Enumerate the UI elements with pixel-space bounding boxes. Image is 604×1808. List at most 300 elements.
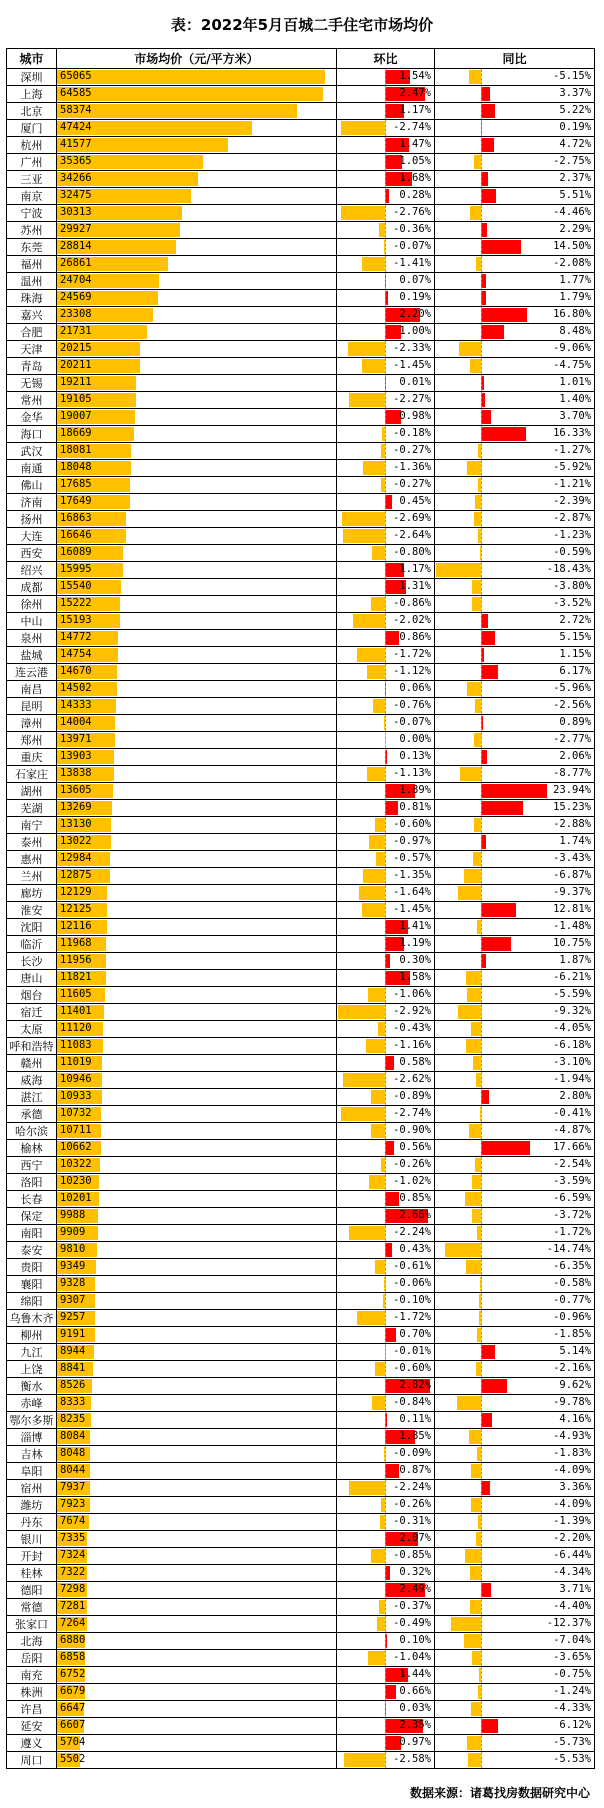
- mom-cell: [337, 1344, 435, 1361]
- mom-cell: [337, 647, 435, 664]
- mom-value: 0.13%: [399, 750, 431, 762]
- price-cell: [57, 953, 337, 970]
- yoy-bar: [445, 1243, 481, 1257]
- price-value: 20211: [60, 359, 92, 371]
- price-value: 26861: [60, 257, 92, 269]
- city-cell: 南昌: [7, 681, 57, 698]
- city-cell: 长春: [7, 1191, 57, 1208]
- city-cell: 许昌: [7, 1701, 57, 1718]
- mom-cell: [337, 154, 435, 171]
- mom-axis: [385, 426, 386, 442]
- table-row: [7, 290, 595, 307]
- mom-axis: [385, 715, 386, 731]
- yoy-cell: [435, 987, 595, 1004]
- mom-value: -0.10%: [393, 1294, 431, 1306]
- table-row: [7, 1412, 595, 1429]
- mom-axis: [385, 1701, 386, 1717]
- yoy-value: -4.05%: [553, 1022, 592, 1034]
- mom-cell: [337, 290, 435, 307]
- mom-value: 1.44%: [399, 1668, 431, 1680]
- yoy-axis: [481, 647, 482, 663]
- price-cell: [57, 426, 337, 443]
- city-cell: 温州: [7, 273, 57, 290]
- mom-axis: [385, 1089, 386, 1105]
- yoy-axis: [481, 1327, 482, 1343]
- mom-cell: [337, 919, 435, 936]
- mom-cell: [337, 460, 435, 477]
- table-row: [7, 987, 595, 1004]
- city-cell: 嘉兴: [7, 307, 57, 324]
- price-value: 13971: [60, 733, 92, 745]
- price-cell: [57, 1123, 337, 1140]
- yoy-cell: [435, 1616, 595, 1633]
- mom-cell: [337, 477, 435, 494]
- yoy-bar: [481, 1345, 495, 1359]
- table-row: [7, 1582, 595, 1599]
- mom-bar: [385, 1056, 394, 1070]
- price-cell: [57, 171, 337, 188]
- mom-axis: [385, 1276, 386, 1292]
- mom-cell: [337, 171, 435, 188]
- table-row: [7, 1565, 595, 1582]
- mom-axis: [385, 1735, 386, 1751]
- yoy-bar: [472, 1651, 481, 1665]
- mom-bar: [371, 597, 385, 611]
- mom-value: -1.02%: [393, 1175, 431, 1187]
- table-row: [7, 460, 595, 477]
- yoy-bar: [472, 1175, 481, 1189]
- price-cell: [57, 613, 337, 630]
- price-cell: [57, 239, 337, 256]
- yoy-value: 5.15%: [559, 631, 592, 643]
- mom-axis: [385, 1225, 386, 1241]
- mom-value: -0.18%: [393, 427, 431, 439]
- mom-cell: [337, 681, 435, 698]
- table-row: [7, 1429, 595, 1446]
- yoy-axis: [481, 1361, 482, 1377]
- mom-value: -1.13%: [393, 767, 431, 779]
- price-bar: [57, 104, 297, 118]
- price-value: 41577: [60, 138, 92, 150]
- yoy-cell: [435, 1021, 595, 1038]
- city-cell: 苏州: [7, 222, 57, 239]
- yoy-cell: [435, 392, 595, 409]
- table-row: [7, 1208, 595, 1225]
- mom-value: -0.31%: [393, 1515, 431, 1527]
- price-value: 14754: [60, 648, 92, 660]
- yoy-axis: [481, 222, 482, 238]
- price-value: 21731: [60, 325, 92, 337]
- mom-value: -1.16%: [393, 1039, 431, 1051]
- yoy-value: 14.50%: [553, 240, 592, 252]
- mom-value: -0.60%: [393, 818, 431, 830]
- yoy-cell: [435, 1412, 595, 1429]
- yoy-bar: [481, 665, 498, 679]
- yoy-cell: [435, 681, 595, 698]
- mom-bar: [373, 699, 385, 713]
- yoy-cell: [435, 1123, 595, 1140]
- mom-value: -0.57%: [393, 852, 431, 864]
- price-value: 8044: [60, 1464, 86, 1476]
- yoy-axis: [481, 1735, 482, 1751]
- yoy-cell: [435, 715, 595, 732]
- mom-value: 1.17%: [399, 104, 431, 116]
- city-cell: 漳州: [7, 715, 57, 732]
- mom-bar: [385, 1141, 394, 1155]
- city-cell: 青岛: [7, 358, 57, 375]
- yoy-bar: [481, 104, 495, 118]
- price-value: 16089: [60, 546, 92, 558]
- city-cell: 赣州: [7, 1055, 57, 1072]
- yoy-value: 9.62%: [559, 1379, 592, 1391]
- table-row: [7, 1752, 595, 1769]
- mom-axis: [385, 902, 386, 918]
- mom-value: -0.60%: [393, 1362, 431, 1374]
- price-cell: [57, 256, 337, 273]
- mom-axis: [385, 1582, 386, 1598]
- price-cell: [57, 1038, 337, 1055]
- mom-value: 2.49%: [399, 1583, 431, 1595]
- yoy-value: 0.89%: [559, 716, 592, 728]
- mom-cell: [337, 341, 435, 358]
- table-row: [7, 375, 595, 392]
- yoy-bar: [464, 1634, 481, 1648]
- price-cell: [57, 1344, 337, 1361]
- mom-axis: [385, 1667, 386, 1683]
- table-row: [7, 324, 595, 341]
- yoy-axis: [481, 137, 482, 153]
- mom-axis: [385, 579, 386, 595]
- table-row: [7, 154, 595, 171]
- price-cell: [57, 120, 337, 137]
- city-cell: 威海: [7, 1072, 57, 1089]
- yoy-axis: [481, 375, 482, 391]
- yoy-axis: [481, 902, 482, 918]
- yoy-cell: [435, 1718, 595, 1735]
- price-value: 24704: [60, 274, 92, 286]
- mom-bar: [362, 359, 385, 373]
- yoy-bar: [466, 971, 481, 985]
- header-row: [7, 49, 595, 69]
- mom-value: 2.47%: [399, 87, 431, 99]
- mom-value: 0.11%: [399, 1413, 431, 1425]
- mom-cell: [337, 1395, 435, 1412]
- mom-axis: [385, 1514, 386, 1530]
- yoy-value: 2.29%: [559, 223, 592, 235]
- yoy-cell: [435, 273, 595, 290]
- mom-axis: [385, 630, 386, 646]
- yoy-axis: [481, 545, 482, 561]
- yoy-value: -3.59%: [553, 1175, 592, 1187]
- table-row: [7, 528, 595, 545]
- mom-cell: [337, 1633, 435, 1650]
- price-cell: [57, 1208, 337, 1225]
- yoy-cell: [435, 562, 595, 579]
- yoy-cell: [435, 664, 595, 681]
- price-value: 12129: [60, 886, 92, 898]
- mom-cell: [337, 1276, 435, 1293]
- yoy-value: -4.46%: [553, 206, 592, 218]
- mom-cell: [337, 1072, 435, 1089]
- table-row: [7, 562, 595, 579]
- mom-value: -0.89%: [393, 1090, 431, 1102]
- city-cell: 海口: [7, 426, 57, 443]
- city-cell: 南阳: [7, 1225, 57, 1242]
- mom-axis: [385, 817, 386, 833]
- price-value: 11019: [60, 1056, 92, 1068]
- mom-axis: [385, 1004, 386, 1020]
- mom-cell: [337, 1667, 435, 1684]
- mom-axis: [385, 443, 386, 459]
- price-cell: [57, 1327, 337, 1344]
- yoy-axis: [481, 511, 482, 527]
- mom-cell: [337, 1225, 435, 1242]
- mom-value: 2.66%: [399, 1209, 431, 1221]
- yoy-cell: [435, 1480, 595, 1497]
- yoy-axis: [481, 868, 482, 884]
- mom-axis: [385, 239, 386, 255]
- mom-cell: [337, 1582, 435, 1599]
- yoy-bar: [481, 1413, 492, 1427]
- table-row: [7, 1106, 595, 1123]
- table-row: [7, 1446, 595, 1463]
- yoy-value: -18.43%: [546, 563, 592, 575]
- yoy-bar: [481, 189, 496, 203]
- yoy-value: -4.40%: [553, 1600, 592, 1612]
- table-row: [7, 698, 595, 715]
- yoy-axis: [481, 426, 482, 442]
- mom-cell: [337, 409, 435, 426]
- price-value: 9810: [60, 1243, 86, 1255]
- yoy-axis: [481, 749, 482, 765]
- yoy-bar: [481, 325, 504, 339]
- yoy-cell: [435, 953, 595, 970]
- price-cell: [57, 460, 337, 477]
- yoy-axis: [481, 477, 482, 493]
- yoy-bar: [481, 427, 526, 441]
- city-cell: 岳阳: [7, 1650, 57, 1667]
- yoy-value: 3.37%: [559, 87, 592, 99]
- yoy-bar: [470, 359, 482, 373]
- yoy-bar: [470, 1600, 481, 1614]
- mom-axis: [385, 681, 386, 697]
- price-cell: [57, 562, 337, 579]
- price-value: 6647: [60, 1702, 86, 1714]
- price-value: 7298: [60, 1583, 86, 1595]
- mom-bar: [343, 529, 385, 543]
- mom-value: 0.70%: [399, 1328, 431, 1340]
- city-cell: 南充: [7, 1667, 57, 1684]
- mom-bar: [371, 1124, 385, 1138]
- price-cell: [57, 69, 337, 86]
- yoy-axis: [481, 1667, 482, 1683]
- mom-value: -0.49%: [393, 1617, 431, 1629]
- yoy-bar: [481, 1583, 491, 1597]
- mom-bar: [378, 1022, 385, 1036]
- yoy-bar: [481, 937, 511, 951]
- table-row: [7, 613, 595, 630]
- yoy-cell: [435, 154, 595, 171]
- city-cell: 泰州: [7, 834, 57, 851]
- yoy-axis: [481, 1072, 482, 1088]
- table-row: [7, 868, 595, 885]
- mom-value: 2.20%: [399, 308, 431, 320]
- yoy-bar: [481, 903, 516, 917]
- mom-cell: [337, 1514, 435, 1531]
- yoy-value: -1.27%: [553, 444, 592, 456]
- mom-value: 0.00%: [399, 733, 431, 745]
- price-value: 7923: [60, 1498, 86, 1510]
- yoy-axis: [481, 1633, 482, 1649]
- city-cell: 赤峰: [7, 1395, 57, 1412]
- yoy-value: 1.40%: [559, 393, 592, 405]
- price-cell: [57, 1089, 337, 1106]
- price-cell: [57, 1650, 337, 1667]
- yoy-value: 17.66%: [553, 1141, 592, 1153]
- price-value: 15222: [60, 597, 92, 609]
- mom-axis: [385, 222, 386, 238]
- price-value: 9349: [60, 1260, 86, 1272]
- city-cell: 郑州: [7, 732, 57, 749]
- city-cell: 乌鲁木齐: [7, 1310, 57, 1327]
- yoy-bar: [481, 308, 527, 322]
- table-row: [7, 1225, 595, 1242]
- mom-axis: [385, 783, 386, 799]
- city-cell: 杭州: [7, 137, 57, 154]
- price-value: 8048: [60, 1447, 86, 1459]
- mom-cell: [337, 1599, 435, 1616]
- mom-bar: [349, 1481, 385, 1495]
- mom-value: -0.61%: [393, 1260, 431, 1272]
- mom-value: -0.26%: [393, 1498, 431, 1510]
- yoy-bar: [481, 240, 521, 254]
- yoy-bar: [468, 1753, 481, 1767]
- price-value: 10662: [60, 1141, 92, 1153]
- mom-axis: [385, 307, 386, 323]
- price-cell: [57, 188, 337, 205]
- mom-axis: [385, 1140, 386, 1156]
- mom-cell: [337, 1140, 435, 1157]
- yoy-cell: [435, 766, 595, 783]
- yoy-cell: [435, 307, 595, 324]
- yoy-value: -3.43%: [553, 852, 592, 864]
- city-cell: 北海: [7, 1633, 57, 1650]
- table-row: [7, 936, 595, 953]
- yoy-axis: [481, 1565, 482, 1581]
- price-cell: [57, 596, 337, 613]
- price-value: 8526: [60, 1379, 86, 1391]
- yoy-cell: [435, 1361, 595, 1378]
- yoy-axis: [481, 1531, 482, 1547]
- price-cell: [57, 1412, 337, 1429]
- mom-cell: [337, 1208, 435, 1225]
- mom-value: -0.01%: [393, 1345, 431, 1357]
- price-cell: [57, 222, 337, 239]
- table-row: [7, 1123, 595, 1140]
- mom-bar: [369, 835, 385, 849]
- yoy-value: -5.96%: [553, 682, 592, 694]
- price-cell: [57, 477, 337, 494]
- yoy-bar: [481, 1481, 490, 1495]
- price-value: 24569: [60, 291, 92, 303]
- mom-value: -1.04%: [393, 1651, 431, 1663]
- mom-cell: [337, 103, 435, 120]
- yoy-axis: [481, 885, 482, 901]
- yoy-bar: [451, 1617, 481, 1631]
- table-row: [7, 596, 595, 613]
- price-value: 18081: [60, 444, 92, 456]
- yoy-axis: [481, 1463, 482, 1479]
- price-cell: [57, 1174, 337, 1191]
- mom-cell: [337, 1565, 435, 1582]
- price-cell: [57, 834, 337, 851]
- mom-cell: [337, 1378, 435, 1395]
- yoy-axis: [481, 1208, 482, 1224]
- yoy-value: 1.15%: [559, 648, 592, 660]
- mom-axis: [385, 1106, 386, 1122]
- table-row: [7, 1633, 595, 1650]
- price-cell: [57, 987, 337, 1004]
- yoy-value: -1.72%: [553, 1226, 592, 1238]
- price-cell: [57, 1310, 337, 1327]
- mom-cell: [337, 1616, 435, 1633]
- mom-axis: [385, 188, 386, 204]
- mom-value: -0.36%: [393, 223, 431, 235]
- price-cell: [57, 902, 337, 919]
- yoy-cell: [435, 1327, 595, 1344]
- price-value: 11401: [60, 1005, 92, 1017]
- yoy-value: -0.77%: [553, 1294, 592, 1306]
- mom-cell: [337, 1684, 435, 1701]
- yoy-axis: [481, 1548, 482, 1564]
- mom-bar: [363, 461, 385, 475]
- table-row: [7, 426, 595, 443]
- yoy-axis: [481, 1412, 482, 1428]
- price-cell: [57, 545, 337, 562]
- yoy-value: -2.08%: [553, 257, 592, 269]
- yoy-bar: [466, 1039, 481, 1053]
- mom-axis: [385, 647, 386, 663]
- price-value: 13022: [60, 835, 92, 847]
- mom-cell: [337, 1446, 435, 1463]
- yoy-value: 2.72%: [559, 614, 592, 626]
- yoy-cell: [435, 239, 595, 256]
- mom-axis: [385, 392, 386, 408]
- table-row: [7, 1191, 595, 1208]
- mom-cell: [337, 1106, 435, 1123]
- yoy-axis: [481, 698, 482, 714]
- yoy-bar: [460, 767, 481, 781]
- yoy-cell: [435, 511, 595, 528]
- yoy-axis: [481, 953, 482, 969]
- mom-bar: [376, 852, 385, 866]
- yoy-axis: [481, 239, 482, 255]
- mom-value: 0.19%: [399, 291, 431, 303]
- mom-axis: [385, 358, 386, 374]
- mom-cell: [337, 1327, 435, 1344]
- mom-value: -1.72%: [393, 648, 431, 660]
- city-cell: 宁波: [7, 205, 57, 222]
- city-cell: 无锡: [7, 375, 57, 392]
- yoy-value: 12.81%: [553, 903, 592, 915]
- yoy-value: 8.48%: [559, 325, 592, 337]
- mom-axis: [385, 1497, 386, 1513]
- yoy-cell: [435, 528, 595, 545]
- yoy-cell: [435, 1429, 595, 1446]
- price-value: 11083: [60, 1039, 92, 1051]
- city-cell: 厦门: [7, 120, 57, 137]
- price-value: 8235: [60, 1413, 86, 1425]
